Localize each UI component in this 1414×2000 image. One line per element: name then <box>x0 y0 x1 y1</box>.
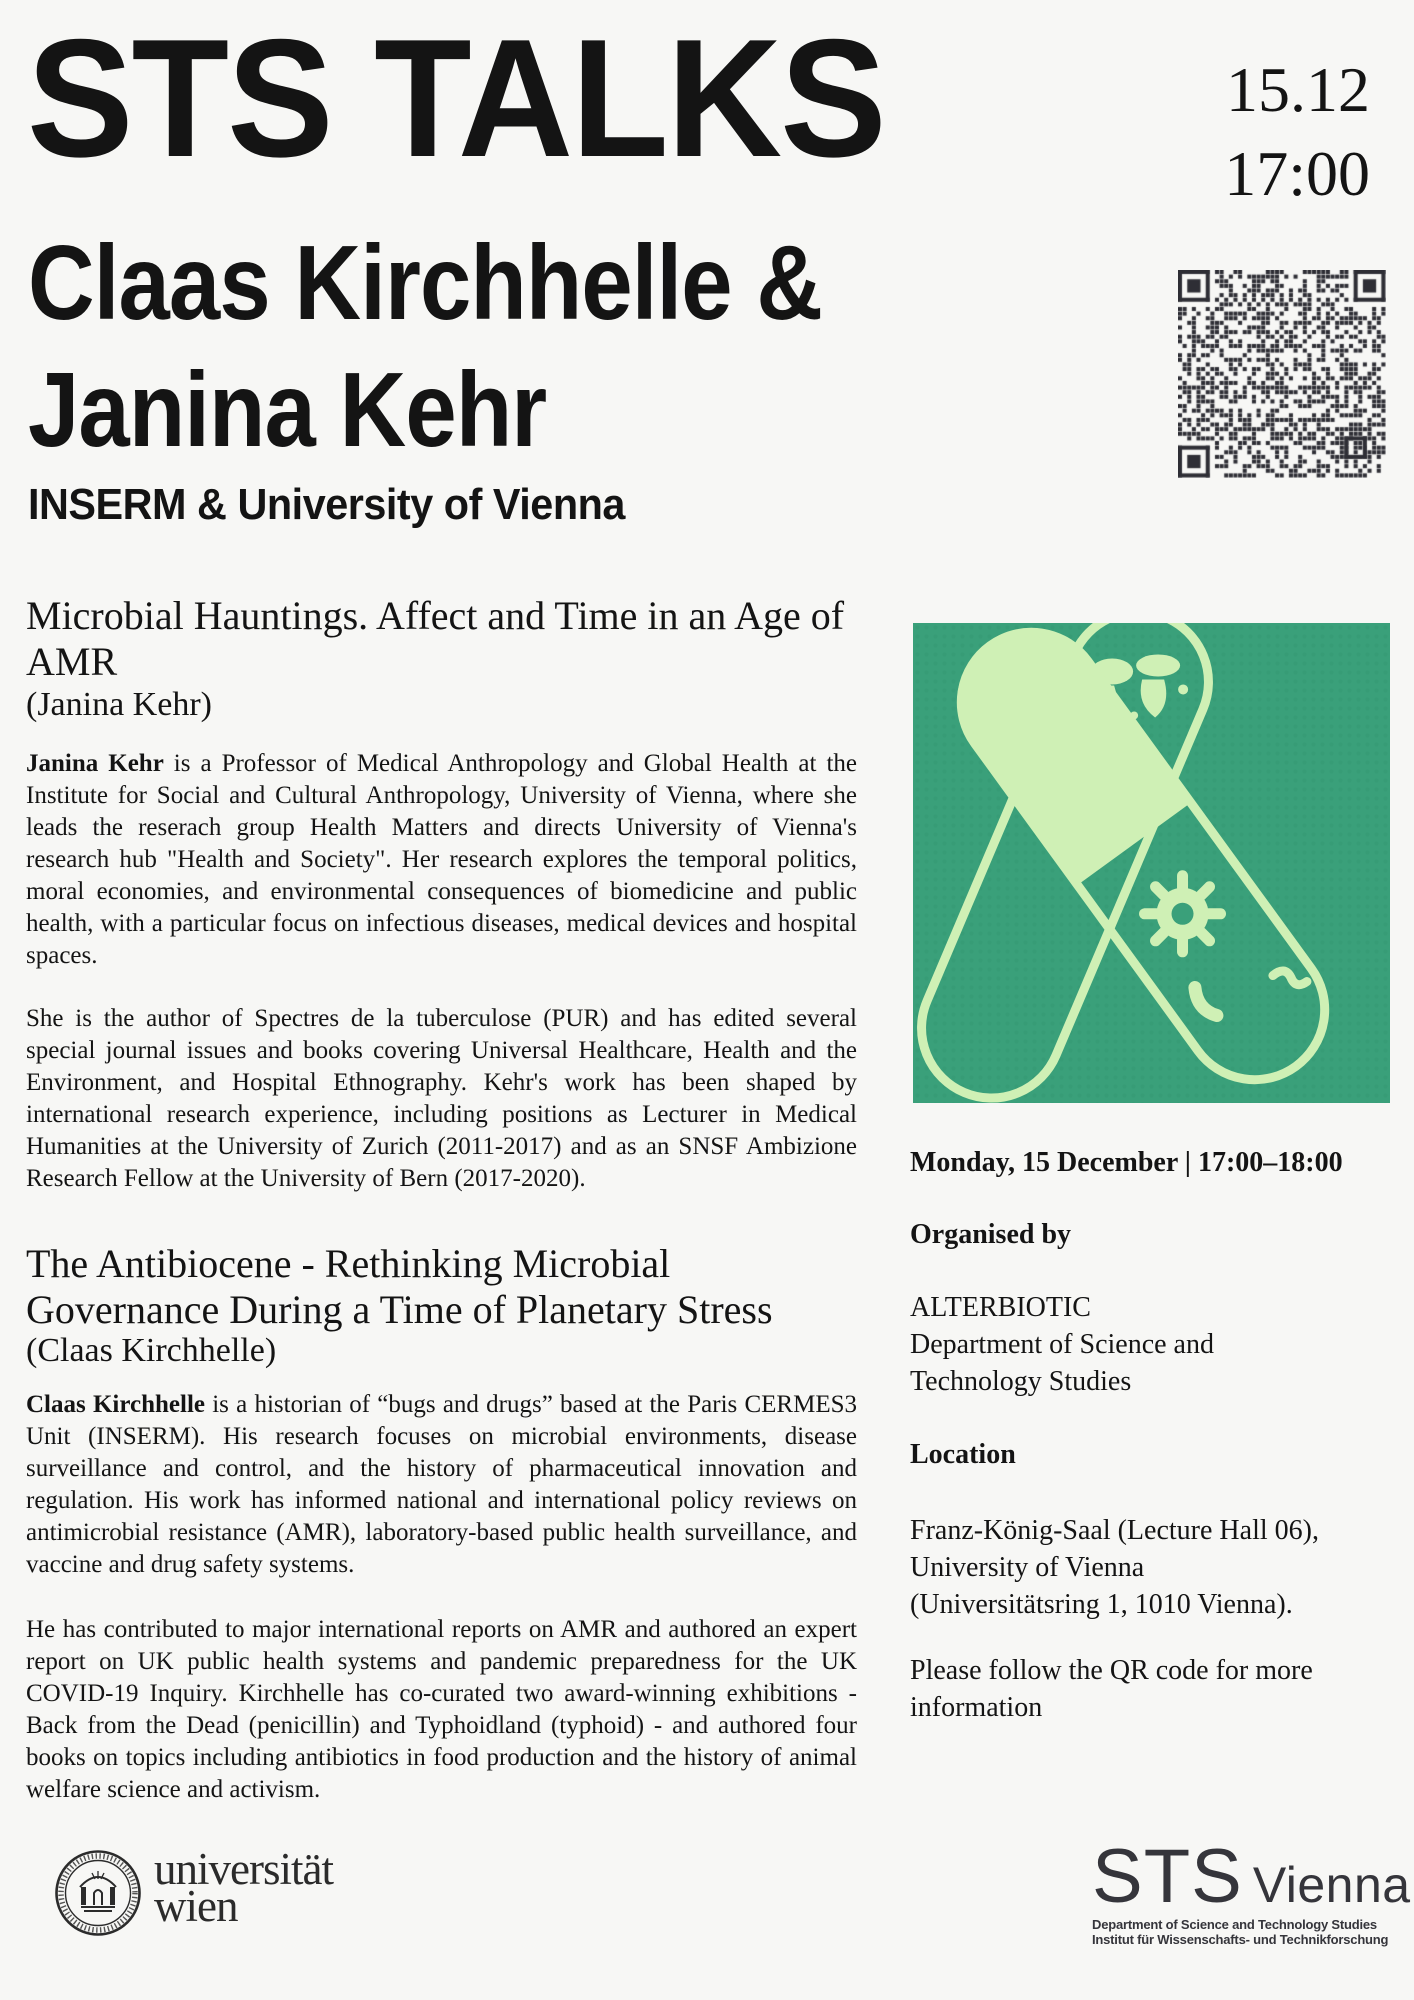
talk2-bio-paragraph-2: He has contributed to major international reports on AMR and authored an expert report on UK public health systems and pandemic preparedness for the UK COVID-19 Inquiry. Kirchhelle has co-curated two award-winning exhibitions - Back from the Dead (penicillin) and Typhoidland (typhoid) - and authored four books on topics including antibiotics in food production and the history of animal welfare science and activism. <box>26 1616 857 1803</box>
event-artwork <box>913 623 1390 1103</box>
uniwien-wordmark-line1: universität <box>154 1844 333 1894</box>
text-line: ALTERBIOTIC <box>910 1292 1091 1323</box>
talk1-bio-text: is a Professor of Medical Anthropology and Global Health at the Institute for Social and Cultural Anthropology, University of Vienna, where she leads the reserach group Health Matters and directs University of Vienna's research hub "Health and Society". Her research explores the temporal politics, moral economies, and environmental consequences of biomedicine and public health, with a particular focus on infectious diseases, medical devices and hospital spaces. <box>26 750 857 969</box>
crossed-capsules-globe-microbes-icon <box>913 623 1390 1103</box>
uniwien-wordmark-line2: wien <box>154 1881 238 1931</box>
location-block <box>910 1512 1382 1623</box>
talk1-title <box>26 593 857 685</box>
speaker-names-line2: Janina Kehr <box>28 351 547 469</box>
sts-logo-dept-en: Department of Science and Technology Studies <box>1092 1917 1377 1932</box>
sts-vienna-logo <box>1092 1834 1411 1947</box>
talk1-speaker: (Janina Kehr) <box>26 686 212 723</box>
text-line: AMR <box>26 639 118 684</box>
virus-icon <box>1145 876 1221 952</box>
university-of-vienna-logo <box>54 1844 333 1937</box>
text-line: University of Vienna <box>910 1552 1145 1583</box>
talk2-bio-lead: Claas Kirchhelle <box>26 1391 205 1418</box>
organiser-block <box>910 1289 1382 1400</box>
event-date: 15.12 <box>1226 54 1370 125</box>
text-line: Department of Science and <box>910 1329 1214 1360</box>
talk2-bio-text: is a historian of “bugs and drugs” based at the Paris CERMES3 Unit (INSERM). His research focuses on microbial environments, disease surveillance and control, and the history of pharmaceutical innovation and regulation. His work has informed national and international policy reviews on antimicrobial resistance (AMR), laboratory-based public health surveillance, and vaccine and drug safety systems. <box>26 1391 857 1578</box>
text-line: The Antibiocene - Rethinking Microbial <box>26 1241 671 1286</box>
talk1-bio-paragraph-2: She is the author of Spectres de la tuberculose (PUR) and has edited several special journal issues and books covering Universal Healthcare, Health and the Environment, and Hospital Ethnography. Kehr's work has been shaped by international research experience, including positions as Lecturer in Medical Humanities at the University of Zurich (2011-2017) and as an SNSF Ambizione Research Fellow at the University of Bern (2017-2020). <box>26 1005 857 1192</box>
university-of-vienna-wordmark <box>154 1844 333 1931</box>
location-label: Location <box>910 1439 1016 1470</box>
event-date-time <box>1224 48 1370 216</box>
text-line: Governance During a Time of Planetary Stress <box>26 1287 773 1332</box>
event-time: 17:00 <box>1224 138 1370 209</box>
talk2-bio-paragraph-1 <box>26 1389 857 1581</box>
speaker-affiliation: INSERM & University of Vienna <box>28 480 625 529</box>
text-line: Microbial Hauntings. Affect and Time in an Age of <box>26 593 845 638</box>
sts-logo-main: STS <box>1092 1834 1243 1919</box>
text-line: Technology Studies <box>910 1366 1132 1397</box>
event-datetime-line: Monday, 15 December | 17:00–18:00 <box>910 1147 1343 1178</box>
talk1-bio-lead: Janina Kehr <box>26 750 164 777</box>
sts-logo-dept-de: Institut für Wissenschafts- und Technikforschung <box>1092 1932 1389 1947</box>
university-of-vienna-seal-icon <box>54 1849 142 1937</box>
sts-logo-sub: Vienna <box>1252 1857 1411 1913</box>
poster-title: STS TALKS <box>27 4 885 192</box>
talk2-speaker: (Claas Kirchhelle) <box>26 1332 277 1369</box>
qr-note: Please follow the QR code for more information <box>910 1655 1313 1723</box>
talk2-title <box>26 1241 857 1333</box>
text-line: Franz-König-Saal (Lecture Hall 06), <box>910 1515 1319 1546</box>
speaker-names-line1: Claas Kirchhelle & <box>28 224 823 342</box>
talk1-bio-paragraph-1 <box>26 748 857 972</box>
text-line: (Universitätsring 1, 1010 Vienna). <box>910 1589 1293 1620</box>
organised-by-label: Organised by <box>910 1219 1072 1250</box>
qr-code <box>1178 270 1386 478</box>
